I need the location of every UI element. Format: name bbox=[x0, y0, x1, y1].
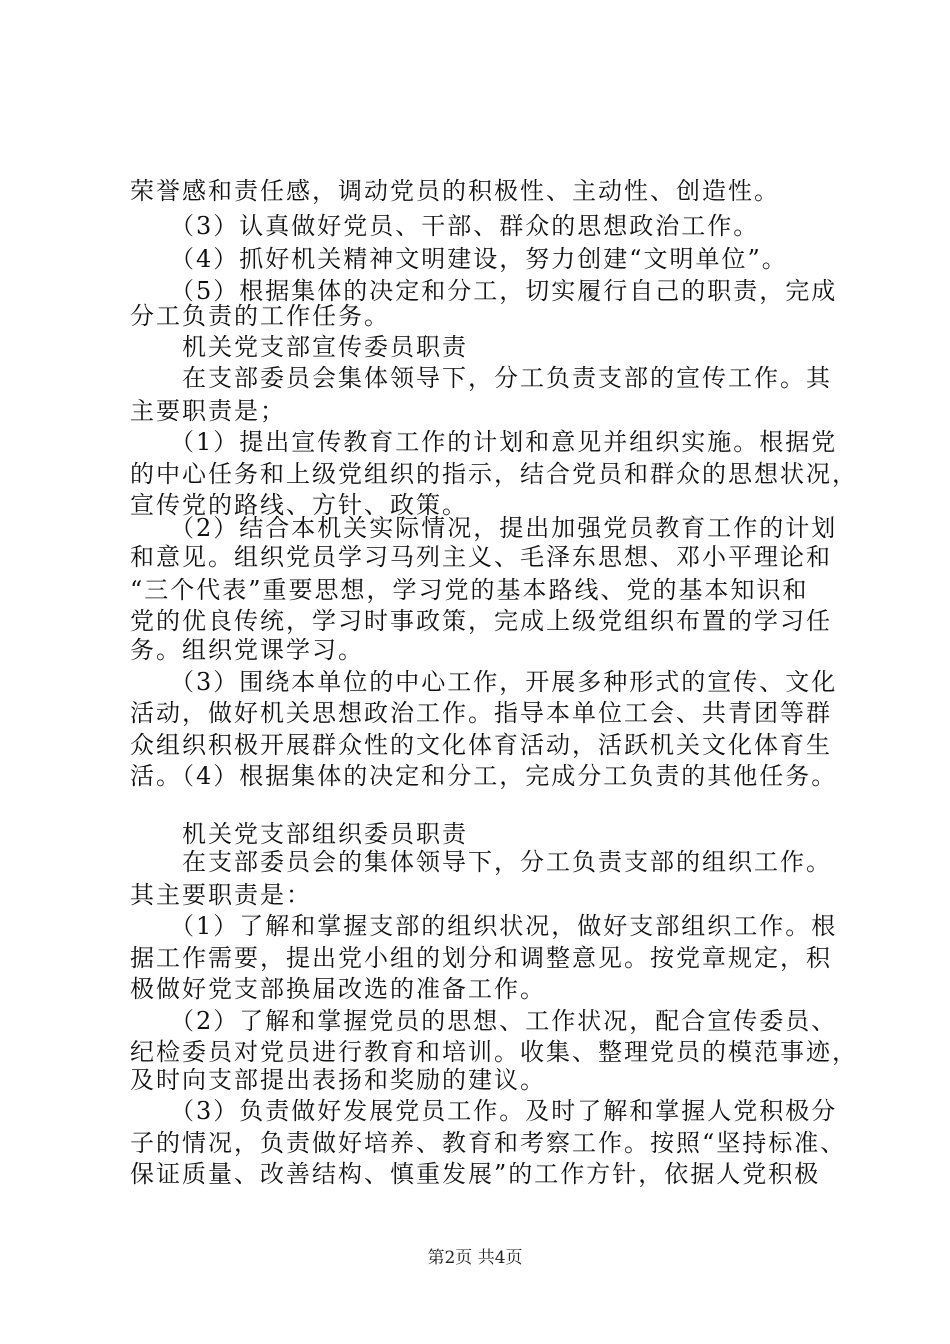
text-line: 在支部委员会的集体领导下，分工负责支部的组织工作。 bbox=[130, 848, 832, 876]
text-line: 务。组织党课学习。 bbox=[130, 636, 364, 664]
text-line: （2）了解和掌握党员的思想、工作状况，配合宣传委员、 bbox=[130, 1007, 838, 1035]
text-line: （5）根据集体的决定和分工，切实履行自己的职责，完成 bbox=[130, 277, 838, 305]
text-line: 据工作需要，提出党小组的划分和调整意见。按党章规定，积 bbox=[130, 944, 832, 972]
text-line: 纪检委员对党员进行教育和培训。收集、整理党员的模范事迹， bbox=[130, 1038, 858, 1066]
text-line: （1）了解和掌握支部的组织状况，做好支部组织工作。根 bbox=[130, 912, 838, 940]
text-line: “三个代表”重要思想，学习党的基本路线、党的基本知识和 bbox=[130, 576, 809, 604]
section-title-propaganda: 机关党支部宣传委员职责 bbox=[130, 333, 468, 361]
text-line: （1）提出宣传教育工作的计划和意见并组织实施。根据党 bbox=[130, 428, 838, 456]
text-line: 保证质量、改善结构、慎重发展”的工作方针，依据人党积极 bbox=[130, 1160, 821, 1188]
text-line: （3）认真做好党员、干部、群众的思想政治工作。 bbox=[130, 212, 760, 240]
text-line: 宣传党的路线、方针、政策。 bbox=[130, 491, 468, 519]
text-line: 荣誉感和责任感，调动党员的积极性、主动性、创造性。 bbox=[130, 177, 780, 205]
text-line: （3）围绕本单位的中心工作，开展多种形式的宣传、文化 bbox=[130, 668, 838, 696]
section-title-organization: 机关党支部组织委员职责 bbox=[130, 820, 468, 848]
text-line: （3）负责做好发展党员工作。及时了解和掌握人党积极分 bbox=[130, 1097, 838, 1125]
text-line: 其主要职责是： bbox=[130, 881, 312, 909]
text-line: 党的优良传统，学习时事政策，完成上级党组织布置的学习任 bbox=[130, 607, 832, 635]
text-line: 活。（4）根据集体的决定和分工，完成分工负责的其他任务。 bbox=[130, 762, 838, 790]
text-line: （2）结合本机关实际情况，提出加强党员教育工作的计划 bbox=[130, 514, 838, 542]
text-line: 极做好党支部换届改选的准备工作。 bbox=[130, 975, 546, 1003]
text-line: 子的情况，负责做好培养、教育和考察工作。按照“坚持标准、 bbox=[130, 1129, 847, 1157]
text-line: 在支部委员会集体领导下，分工负责支部的宣传工作。其 bbox=[130, 364, 832, 392]
text-line: 分工负责的工作任务。 bbox=[130, 302, 390, 330]
page-number-footer: 第2页 共4页 bbox=[427, 1248, 523, 1268]
text-line: 众组织积极开展群众性的文化体育活动，活跃机关文化体育生 bbox=[130, 731, 832, 759]
text-line: 活动，做好机关思想政治工作。指导本单位工会、共青团等群 bbox=[130, 699, 832, 727]
text-line: （4）抓好机关精神文明建设，努力创建“文明单位”。 bbox=[130, 245, 788, 273]
text-line: 及时向支部提出表扬和奖励的建议。 bbox=[130, 1066, 546, 1094]
text-line: 和意见。组织党员学习马列主义、毛泽东思想、邓小平理论和 bbox=[130, 543, 832, 571]
text-line: 主要职责是； bbox=[130, 397, 286, 425]
text-line: 的中心任务和上级党组织的指示，结合党员和群众的思想状况， bbox=[130, 460, 858, 488]
